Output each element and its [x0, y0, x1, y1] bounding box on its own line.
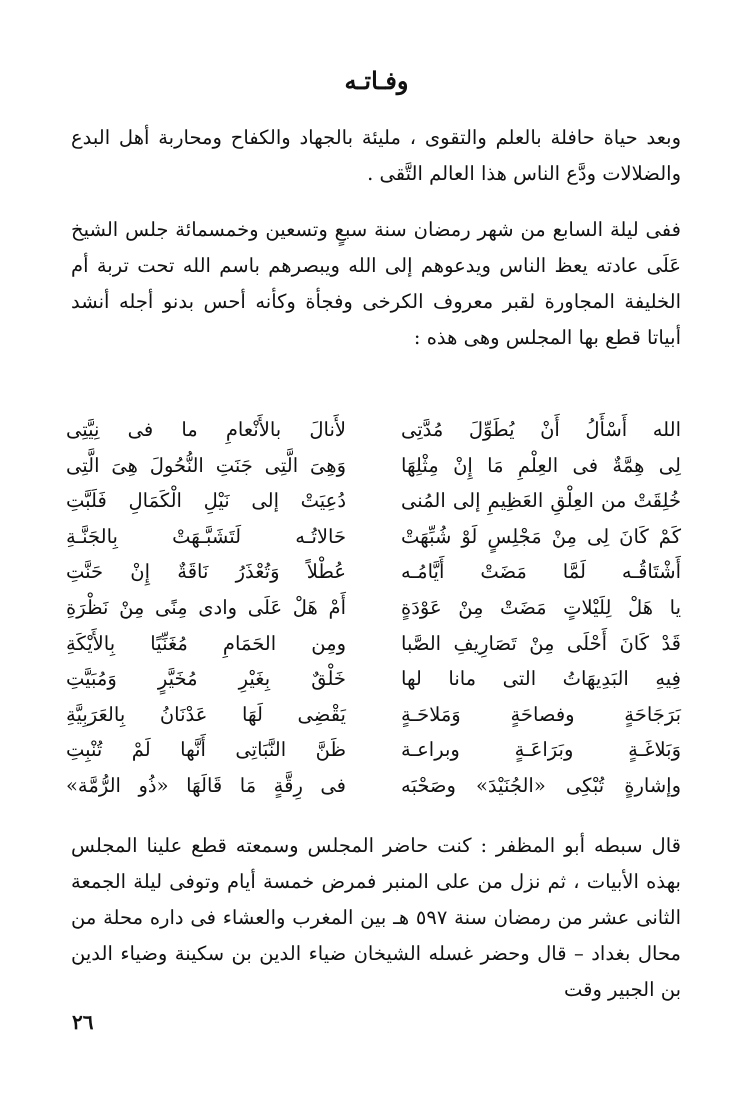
verse-first-hemistich: بَرَجَاحَةٍ وفصاحَةٍ وَمَلاحَـةٍ [401, 702, 681, 726]
verse-first-hemistich: الله أَسْأَلُ أَنْ يُطَوِّلَ مُدَّتِى [401, 418, 681, 441]
verse-first-hemistich: وإشارةٍ تُبْكِى «الجُنَيْدَ» وصَحْبَه [401, 773, 681, 797]
verse-first-hemistich: فِيهِ البَدِيهَاتُ التى مانا لها [401, 667, 681, 691]
paragraph-last-night: ففى ليلة السابع من شهر رمضان سنة سبعٍ وتسعين وخمسمائة جلس الشيخ عَلَى عادته يعظ الناس ويدعوهم إلى الله ويبصرهم باسم الله تحت تربة أم الخليفة المجاورة لقبر معروف الكرخى وفجأة وكأنه أحس بدنو أجله أنشد أبياتا قطع بها المجلس وهى هذه : [71, 218, 681, 349]
verse-second-hemistich: دُعِيَتْ إلى نَيْلِ الْكَمَالِ فَلَبَّتِ [66, 489, 346, 513]
verse-second-hemistich: أَمْ هَلْ عَلَى وادى مِنًى مِنْ نَظْرَةِ [66, 595, 346, 619]
poem-verse [66, 554, 681, 590]
verse-second-hemistich: حَالاتُـه لَتَشَبَّـهَتْ بِالجَنَّـةِ [66, 524, 346, 548]
page-number: ٢٦ [72, 1010, 94, 1034]
verse-second-hemistich: فى رِقَّةٍ مَا قَالَهَا «ذُو الرُّمَّة» [66, 773, 346, 797]
poem-verse [66, 626, 681, 662]
verse-first-hemistich: وَبَلاغَـةٍ وبَرَاعَـةٍ وبراعـة [401, 738, 681, 762]
poem-verse [66, 590, 681, 626]
paragraph-intro: وبعد حياة حافلة بالعلم والتقوى ، مليئة بالجهاد والكفاح ومحاربة أهل البدع والضلالات ودَّع الناس هذا العالم التَّقى . [71, 126, 681, 185]
verse-first-hemistich: خُلِقَتْ من العِلْقِ العَظِيمِ إلى المُنى [401, 489, 681, 513]
poem-verse [66, 448, 681, 484]
section-title: وفـاتـه [344, 66, 409, 95]
poem-verse [66, 661, 681, 697]
verse-first-hemistich: قَدْ كَانَ أَحْلَى مِنْ تَصَارِيفِ الصَّبا [401, 631, 681, 655]
verse-first-hemistich: لِى هِمَّةٌ فى العِلْمِ مَا إِنْ مِثْلِهَا [401, 453, 681, 477]
paragraph-narration: قال سبطه أبو المظفر : كنت حاضر المجلس وسمعته قطع علينا المجلس بهذه الأبيات ، ثم نزل من على المنبر فمرض خمسة أيام وتوفى ليلة الجمعة الثانى عشر من رمضان سنة ٥٩٧ هـ بين المغرب والعشاء فى داره محلة من محال بغداد – قال وحضر غسله الشيخان ضياء الدين بن سكينة وضياء الدين بن الجبير وقت [71, 834, 681, 1001]
verse-second-hemistich: عُطْلاً وَتُعْذَرُ نَاقَةٌ إِنْ حَنَّتِ [66, 560, 346, 584]
verse-second-hemistich: ومِن الحَمَامِ مُغَنِّيًا بِالأَيْكَةِ [66, 631, 346, 655]
verse-second-hemistich: وَهِىَ الَّتِى جَنَتِ النُّحُولَ هِىَ الَّتِى [66, 453, 346, 477]
verse-second-hemistich: خَلْقٌ بِغَيْرِ مُخَيَّرٍ وَمُبَيَّتِ [66, 667, 346, 691]
verse-first-hemistich: يا هَلْ لِلَيْلاتٍ مَضَتْ مِنْ عَوْدَةٍ [401, 595, 681, 619]
verse-first-hemistich: كَمْ كَانَ لِى مِنْ مَجْلِسٍ لَوْ شُبِّهَتْ [401, 524, 681, 548]
poem-verse [66, 732, 681, 768]
poem-verse [66, 768, 681, 804]
poem-verse [66, 697, 681, 733]
poem-verse [66, 412, 681, 448]
poem [66, 412, 681, 804]
verse-second-hemistich: يَقْضِى لَهَا عَدْنَانُ بِالعَرَبِيَّةِ [66, 702, 346, 726]
poem-verse [66, 483, 681, 519]
poem-verse [66, 519, 681, 555]
verse-first-hemistich: أَشْتَاقُـه لَمَّا مَضَتْ أَيَّامُـه [401, 560, 681, 584]
verse-second-hemistich: ظَنَّ النَّبَاتِى أَنَّها لَمْ تُنْبِتِ [66, 738, 346, 762]
verse-second-hemistich: لأَنالَ بالأَنْعامِ ما فى نِيَّتِى [66, 418, 346, 441]
